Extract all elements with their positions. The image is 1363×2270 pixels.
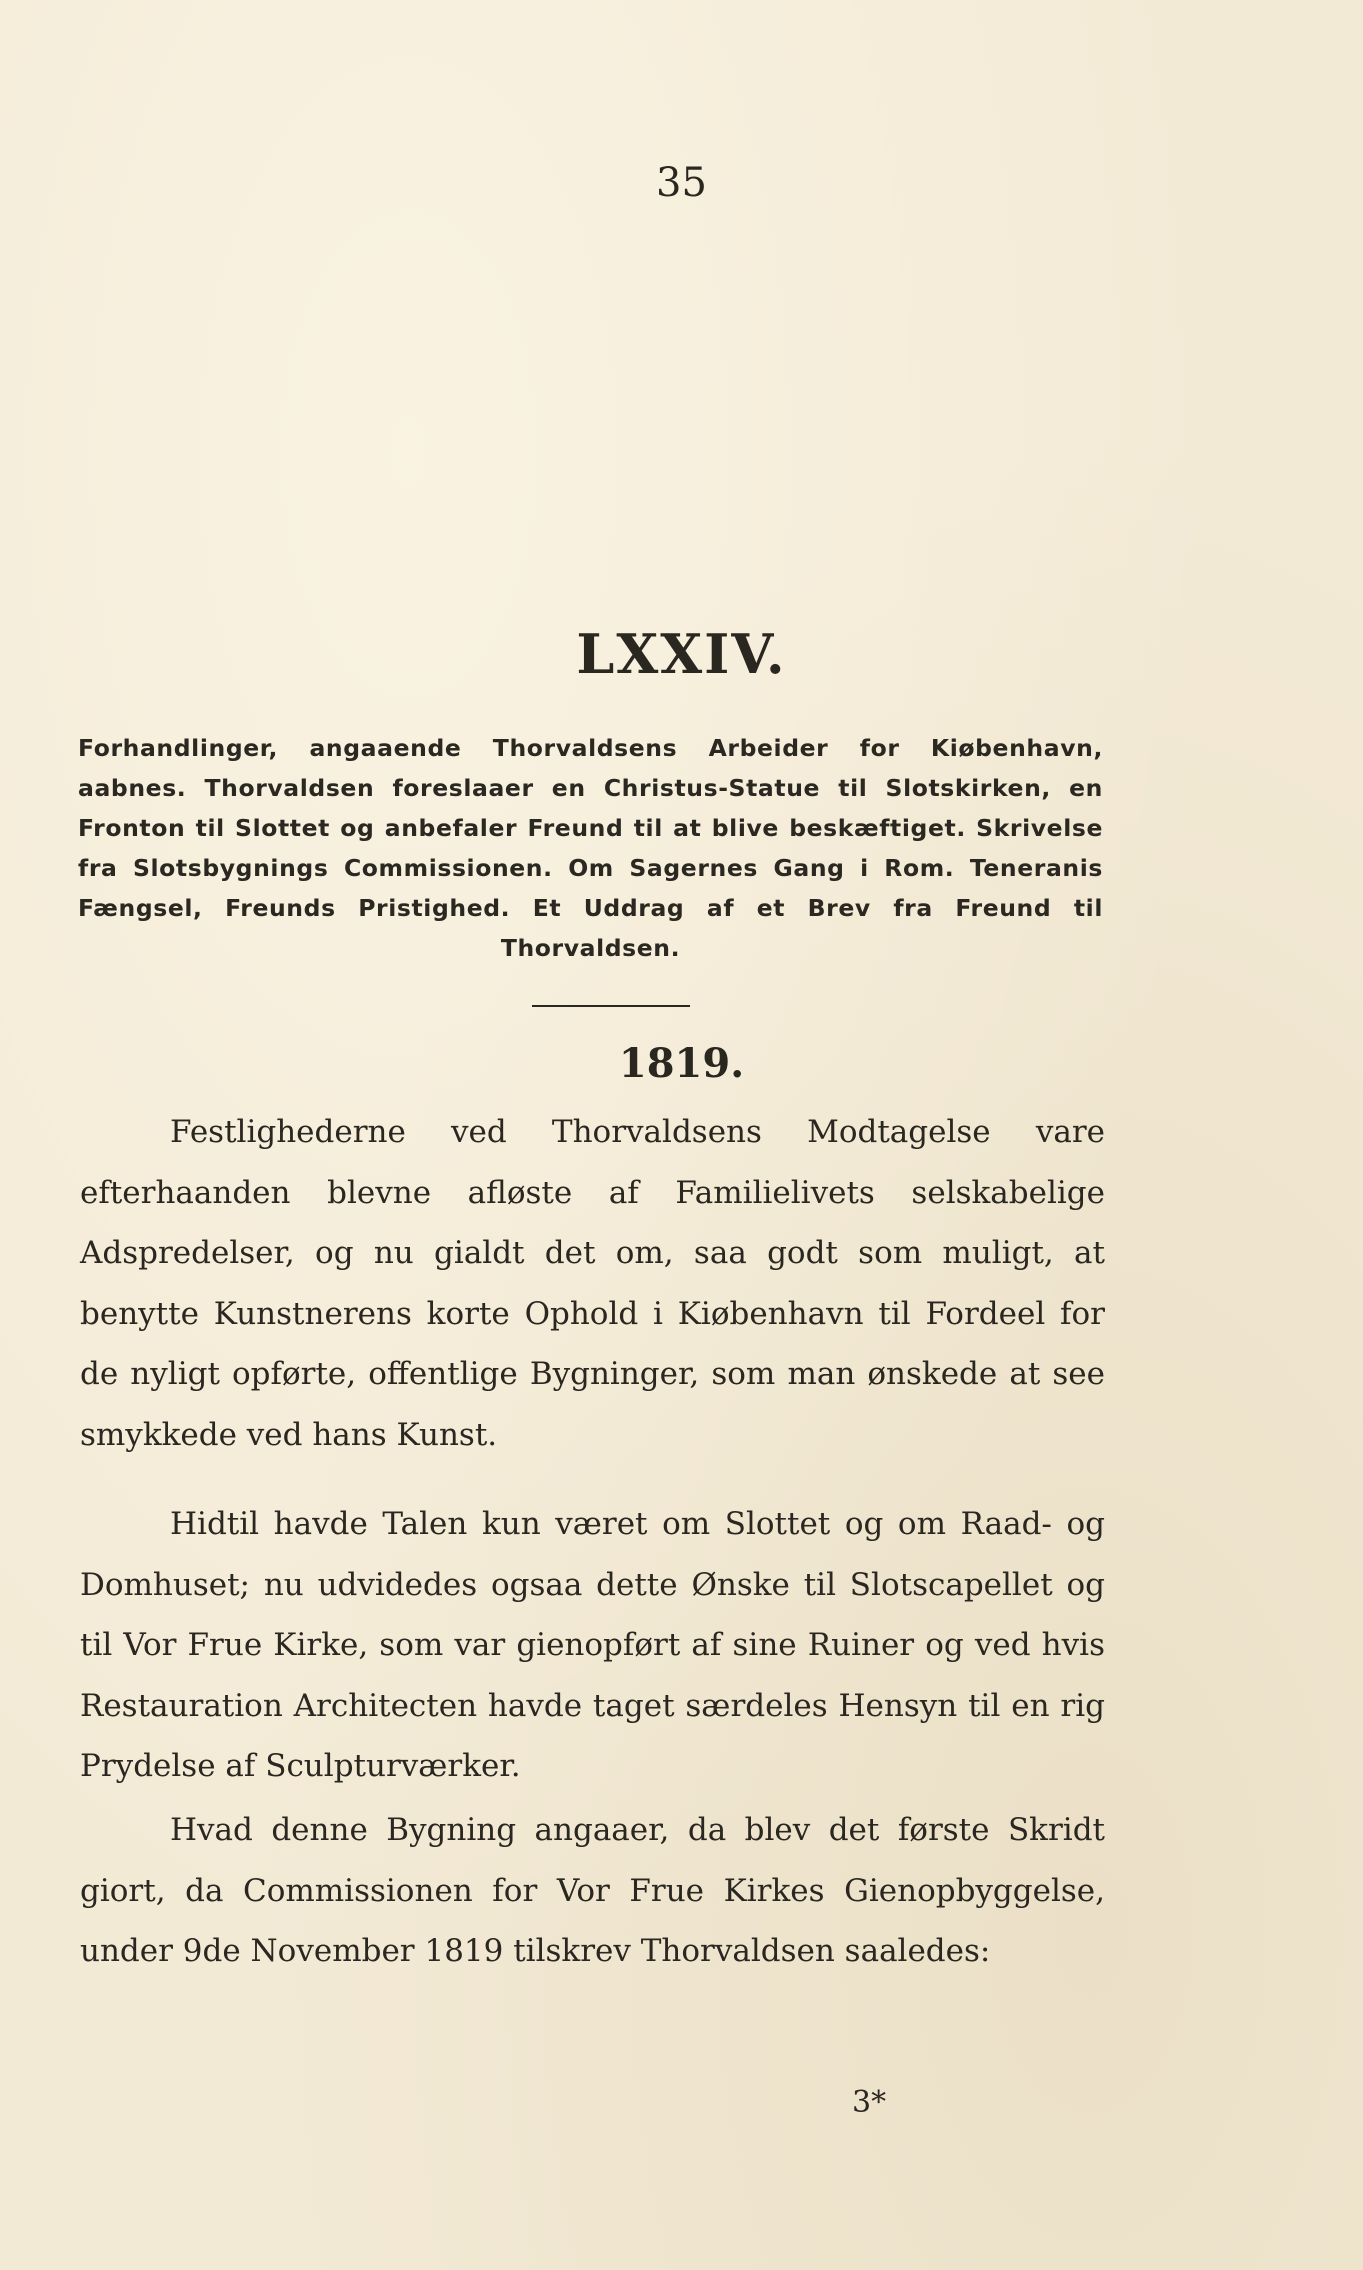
paragraph-text: Hvad denne Bygning angaaer, da blev det første Skridt giort, da Commissionen for Vor Frue Kirkes Gienopbyggelse, under 9de November 1819 tilskrev Thorvaldsen saaledes: xyxy=(80,1812,1105,1969)
paragraph-text: Festlighederne ved Thorvaldsens Modtagelse vare efterhaanden blevne afløste af Familielivets selskabelige Adspredelser, og nu gialdt det om, saa godt som muligt, at benytte Kunstnerens korte Ophold i Kiøbenhavn til Fordeel for de nyligt opførte, offentlige Bygninger, som man ønskede at see smykkede ved hans Kunst. xyxy=(80,1114,1105,1453)
body-paragraph-2 xyxy=(80,1494,1105,1797)
body-paragraph-1 xyxy=(80,1102,1105,1465)
paragraph-text: Hidtil havde Talen kun været om Slottet og om Raad- og Domhuset; nu udvidedes ogsaa dette Ønske til Slotscapellet og til Vor Frue Kirke, som var gienopført af sine Ruiner og ved hvis Restauration Architecten havde taget særdeles Hensyn til en rig Prydelse af Sculpturværker. xyxy=(80,1506,1105,1784)
body-paragraph-3 xyxy=(80,1800,1105,1982)
chapter-summary: Forhandlinger, angaaende Thorvaldsens Arbeider for Kiøbenhavn, aabnes. Thorvaldsen foreslaaer en Christus-Statue til Slotskirken, en Fronton til Slottet og anbefaler Freund til at blive beskæftiget. Skrivelse fra Slotsbygnings Commissionen. Om Sagernes Gang i Rom. Teneranis Fængsel, Freunds Pristighed. Et Uddrag af et Brev fra Freund til Thorvaldsen. xyxy=(78,734,1103,962)
section-divider xyxy=(532,1005,690,1007)
chapter-heading: LXXIV. xyxy=(576,622,787,686)
year-heading: 1819. xyxy=(618,1040,745,1087)
signature-mark: 3* xyxy=(852,2085,887,2120)
page-number: 35 xyxy=(656,160,707,206)
